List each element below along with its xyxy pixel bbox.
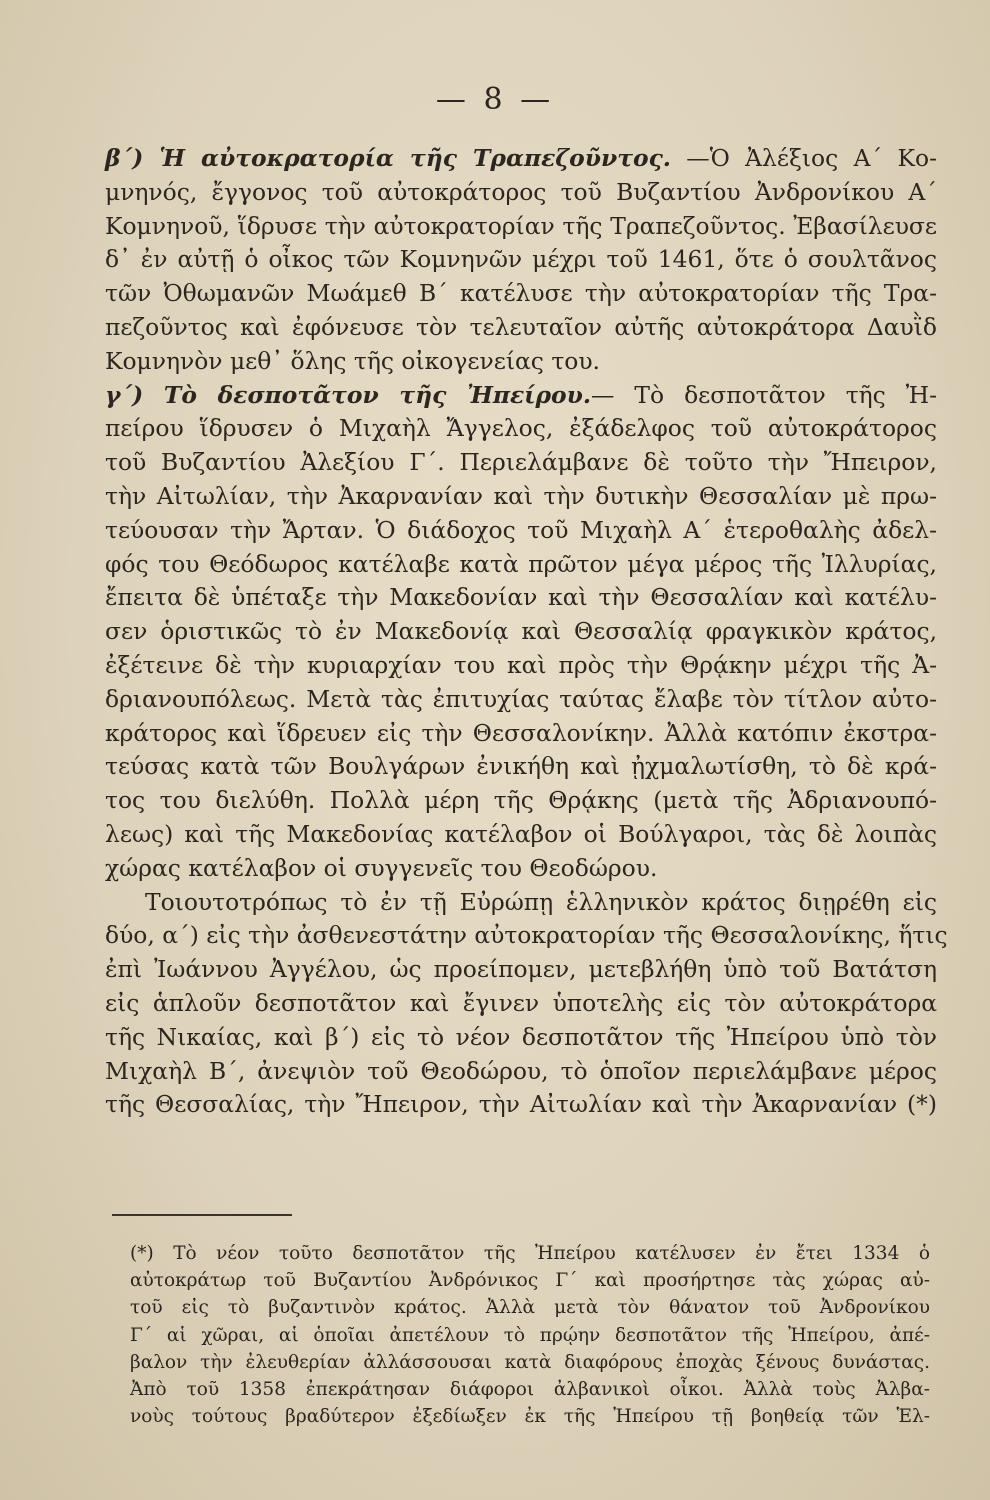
- lines-line: φός του Θεόδωρος κατέλαβε κατὰ πρῶτον μέγα μέρος τῆς Ἰλλυρίας,: [105, 549, 937, 578]
- lines-line: μνηνός, ἔγγονος τοῦ αὐτοκράτορος τοῦ Βυζαντίου Ἀνδρονίκου Α΄: [105, 177, 937, 206]
- lines-line: δ᾿ ἐν αὐτῇ ὁ οἶκος τῶν Κομνηνῶν μέχρι τοῦ 1461, ὅτε ὁ σουλτᾶνος: [105, 245, 937, 274]
- lines-line: ἐπὶ Ἰωάννου Ἀγγέλου, ὡς προείπομεν, μετεβλήθη ὑπὸ τοῦ Βατάτση: [105, 955, 937, 984]
- lines-line: γ΄) Τὸ δεσποτᾶτον τῆς Ἠπείρου.— Τὸ δεσποτᾶτον τῆς Ἠ-: [105, 380, 937, 409]
- footnote-line: βαλον τὴν ἐλευθερίαν ἀλλάσσουσαι κατὰ διαφόρους ἐποχὰς ξένους δυνάστας.: [130, 1351, 930, 1373]
- footnote-line: νοὺς τούτους βραδύτερον ἐξεδίωξεν ἐκ τῆς Ἠπείρου τῇ βοηθείᾳ τῶν Ἑλ-: [130, 1406, 930, 1428]
- lines-line: Μιχαὴλ Β΄, ἀνεψιὸν τοῦ Θεοδώρου, τὸ ὁποῖον περιελάμβανε μέρος: [105, 1056, 937, 1085]
- page-number: — 8 —: [435, 82, 555, 117]
- footnote-line: αὐτοκράτωρ τοῦ Βυζαντίου Ἀνδρόνικος Γ΄ καὶ προσήρτησε τὰς χώρας αὐ-: [130, 1270, 930, 1292]
- footnote-divider: [112, 1214, 292, 1216]
- lines-line: πεζοῦντος καὶ ἐφόνευσε τὸν τελευταῖον αὐτῆς αὐτοκράτορα Δαυῒδ: [105, 312, 937, 341]
- lines-line: λεως) καὶ τῆς Μακεδονίας κατέλαβον οἱ Βούλγαροι, τὰς δὲ λοιπὰς: [105, 819, 937, 848]
- lines-line: τὴν Αἰτωλίαν, τὴν Ἀκαρνανίαν καὶ τὴν δυτικὴν Θεσσαλίαν μὲ πρω-: [105, 481, 937, 510]
- lines-line: β΄) Ἡ αὐτοκρατορία τῆς Τραπεζοῦντος. —Ὁ Ἀλέξιος Α΄ Κο-: [105, 144, 937, 172]
- footnote: [130, 1240, 930, 1430]
- lines-line: κράτορος καὶ ἵδρευεν εἰς τὴν Θεσσαλονίκην. Ἀλλὰ κατόπιν ἐκστρα-: [105, 718, 937, 747]
- footnote-line: Ἀπὸ τοῦ 1358 ἐπεκράτησαν διάφοροι ἀλβανικοὶ οἶκοι. Ἀλλὰ τοὺς Ἀλβα-: [130, 1378, 930, 1400]
- footnote-line: τοῦ εἰς τὸ βυζαντινὸν κράτος. Ἀλλὰ μετὰ τὸν θάνατον τοῦ Ἀνδρονίκου: [130, 1297, 930, 1319]
- lines-line: τῆς Νικαίας, καὶ β΄) εἰς τὸ νέον δεσποτᾶτον τῆς Ἠπείρου ὑπὸ τὸν: [105, 1022, 937, 1051]
- lines-line: τοῦ Βυζαντίου Ἀλεξίου Γ΄. Περιελάμβανε δὲ τοῦτο τὴν Ἤπειρον,: [105, 448, 937, 477]
- lines-line: πείρου ἵδρυσεν ὁ Μιχαὴλ Ἄγγελος, ἐξάδελφος τοῦ αὐτοκράτορος: [105, 414, 937, 443]
- footnote-line: Γ΄ αἱ χῶραι, αἱ ὁποῖαι ἀπετέλουν τὸ πρῴην δεσποτᾶτον τῆς Ἠπείρου, ἀπέ-: [130, 1324, 930, 1346]
- lines-line: τος του διελύθη. Πολλὰ μέρη τῆς Θρᾴκης (μετὰ τῆς Ἀδριανουπό-: [105, 786, 937, 815]
- lines-line: δύο, α΄) εἰς τὴν ἀσθενεστάτην αὐτοκρατορίαν τῆς Θεσσαλονίκης, ἥτις: [105, 921, 948, 950]
- lines-line: ἔπειτα δὲ ὑπέταξε τὴν Μακεδονίαν καὶ τὴν Θεσσαλίαν καὶ κατέλυ-: [105, 583, 937, 612]
- lines-line: Κομνηνοῦ, ἵδρυσε τὴν αὐτοκρατορίαν τῆς Τραπεζοῦντος. Ἐβασίλευσε: [105, 211, 937, 240]
- lines-line: εἰς ἁπλοῦν δεσποτᾶτον καὶ ἔγινεν ὑποτελὴς εἰς τὸν αὐτοκράτορα: [105, 988, 937, 1017]
- lines-line: σεν ὁριστικῶς τὸ ἐν Μακεδονίᾳ καὶ Θεσσαλίᾳ φραγκικὸν κράτος,: [105, 617, 937, 646]
- lines-line: τῆς Θεσσαλίας, τὴν Ἤπειρον, τὴν Αἰτωλίαν καὶ τὴν Ἀκαρνανίαν (*): [105, 1090, 937, 1119]
- footnote-line: (*) Τὸ νέον τοῦτο δεσποτᾶτον τῆς Ἠπείρου κατέλυσεν ἐν ἔτει 1334 ὁ: [130, 1243, 930, 1264]
- lines-line: χώρας κατέλαβον οἱ συγγενεῖς του Θεοδώρου.: [105, 853, 658, 882]
- lines-line: Κομνηνὸν μεθ᾿ ὅλης τῆς οἰκογενείας του.: [105, 346, 600, 375]
- lines-line: τῶν Ὀθωμανῶν Μωάμεθ Β΄ κατέλυσε τὴν αὐτοκρατορίαν τῆς Τρα-: [105, 279, 937, 308]
- lines-line: τεύουσαν τὴν Ἄρταν. Ὁ διάδοχος τοῦ Μιχαὴλ Α΄ ἑτεροθαλὴς ἀδελ-: [105, 515, 937, 544]
- lines-line: τεύσας κατὰ τῶν Βουλγάρων ἐνικήθη καὶ ᾐχμαλωτίσθη, τὸ δὲ κρά-: [105, 752, 937, 781]
- main-text: [105, 142, 948, 1122]
- lines-line: ἐξέτεινε δὲ τὴν κυριαρχίαν του καὶ πρὸς τὴν Θρᾴκην μέχρι τῆς Ἀ-: [105, 650, 937, 679]
- lines-line: δριανουπόλεως. Μετὰ τὰς ἐπιτυχίας ταύτας ἔλαβε τὸν τίτλον αὐτο-: [105, 684, 937, 713]
- lines-line: Τοιουτοτρόπως τὸ ἐν τῇ Εὐρώπῃ ἑλληνικὸν κράτος διῃρέθη εἰς: [145, 887, 937, 916]
